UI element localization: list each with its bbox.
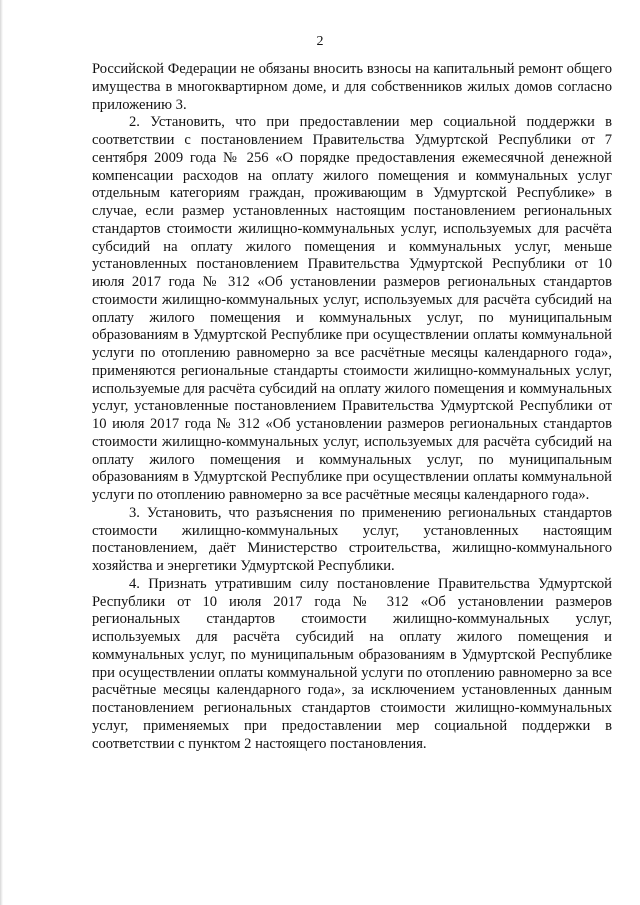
paragraph-continuation: Российской Федерации не обязаны вносить взносы на капитальный ремонт общего имущества в многоквартирном доме, и для собственников жилых домов согласно приложению 3. [92,61,612,113]
document-body [92,61,612,753]
scan-edge-shadow [0,0,3,905]
paragraph-item-4: 4. Признать утратившим силу постановление Правительства Удмуртской Республики от 10 июля 2017 года № 312 «Об установлении размеров региональных стандартов стоимости жилищно-коммунальных услуг, используемых для расчёта субсидий на оплату жилого помещения и коммунальных услуг, по муниципальным образованиям в Удмуртской Республике при осуществлении оплаты коммунальной услуги по отоплению равномерно за все расчётные месяцы календарного года», за исключением установленных данным постановлением региональных стандартов стоимости жилищно-коммунальных услуг, применяемых при предоставлении мер социальной поддержки в соответствии с пунктом 2 настоящего постановления. [92,575,612,752]
paragraph-item-2: 2. Установить, что при предоставлении мер социальной поддержки в соответствии с постановлением Правительства Удмуртской Республики от 7 сентября 2009 года № 256 «О порядке предоставления ежемесячной денежной компенсации расходов на оплату жилого помещения и коммунальных услуг отдельным категориям граждан, проживающим в Удмуртской Республике» в случае, если размер установленных настоящим постановлением региональных стандартов стоимости жилищно-коммунальных услуг, используемых для расчёта субсидий на оплату жилого помещения и коммунальных услуг, меньше установленных постановлением Правительства Удмуртской Республики от 10 июля 2017 года № 312 «Об установлении размеров региональных стандартов стоимости жилищно-коммунальных услуг, используемых для расчёта субсидий на оплату жилого помещения и коммунальных услуг, по муниципальным образованиям в Удмуртской Республике при осуществлении оплаты коммунальной услуги по отоплению равномерно за все расчётные месяцы календарного года», применяются региональные стандарты стоимости жилищно-коммунальных услуг, используемые для расчёта субсидий на оплату жилого помещения и коммунальных услуг, установленные постановлением Правительства Удмуртской Республики от 10 июля 2017 года № 312 «Об установлении размеров региональных стандартов стоимости жилищно-коммунальных услуг, используемых для расчёта субсидий на оплату жилого помещения и коммунальных услуг, по муниципальным образованиям в Удмуртской Республике при осуществлении оплаты коммунальной услуги по отоплению равномерно за все расчётные месяцы календарного года». [92,114,612,503]
paragraph-item-3: 3. Установить, что разъяснения по применению региональных стандартов стоимости жилищно-коммунальных услуг, установленных настоящим постановлением, даёт Министерство строительства, жилищно-коммунального хозяйства и энергетики Удмуртской Республики. [92,504,612,574]
page-number: 2 [316,34,324,49]
